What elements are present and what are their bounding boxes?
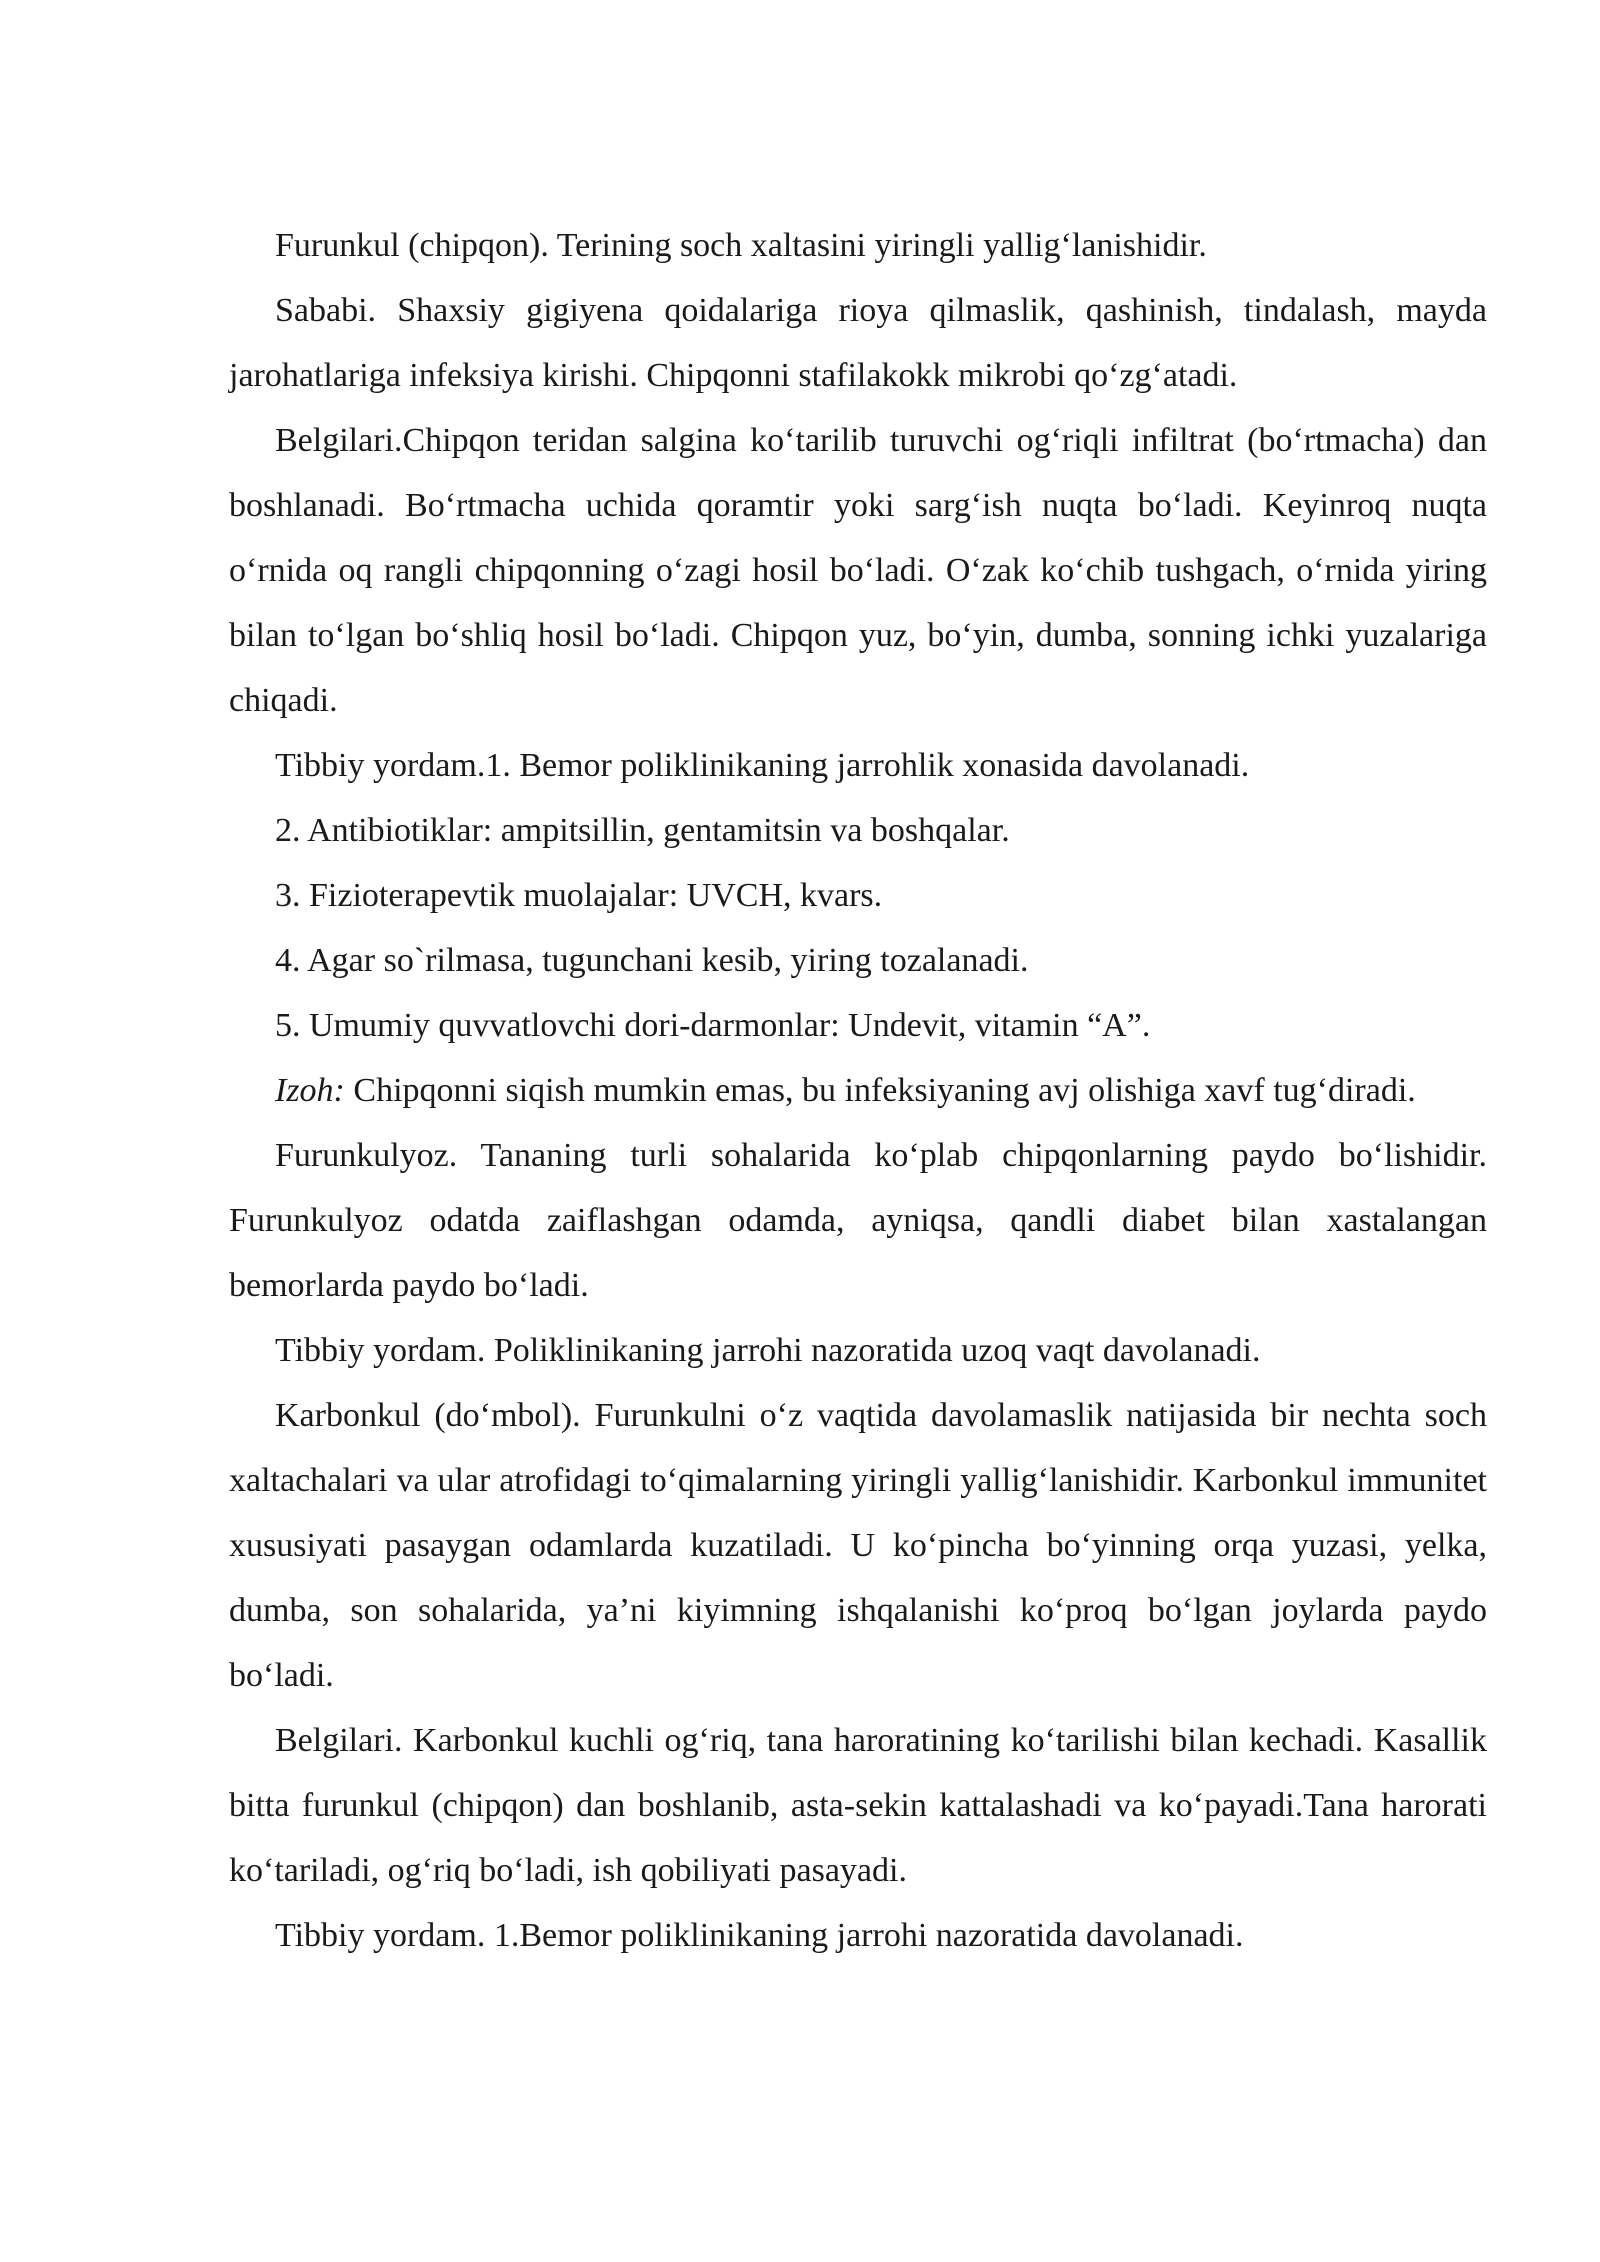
paragraph-tibbiy-yordam-1: Tibbiy yordam.1. Bemor poliklinikaning jarrohlik xonasida davolanadi. [275, 747, 1250, 784]
document-page [229, 213, 1487, 1968]
list-item-tugunchani-kesib: 4. Agar so`rilmasa, tugunchani kesib, yiring tozalanadi. [275, 942, 1029, 979]
list-item-umumiy-quvvatlovchi: 5. Umumiy quvvatlovchi dori-darmonlar: Undevit, vitamin “A”. [275, 1007, 1151, 1044]
paragraph-sababi: Sababi. Shaxsiy gigiyena qoidalariga rioya qilmaslik, qashinish, tindalash, mayda jarohatlariga infeksiya kirishi. Chipqonni stafilakokk mikrobi qo‘zg‘atadi. [229, 292, 1487, 394]
list-item-antibiotiklar: 2. Antibiotiklar: ampitsillin, gentamitsin va boshqalar. [275, 812, 1010, 849]
paragraph-tibbiy-yordam-furunkulyoz: Tibbiy yordam. Poliklinikaning jarrohi nazoratida uzoq vaqt davolanadi. [275, 1332, 1261, 1369]
paragraph-tibbiy-yordam-karbonkul: Tibbiy yordam. 1.Bemor poliklinikaning jarrohi nazoratida davolanadi. [275, 1917, 1244, 1954]
paragraph-belgilari-chipqon: Belgilari.Chipqon teridan salgina ko‘tarilib turuvchi og‘riqli infiltrat (bo‘rtmacha) dan boshlanadi. Bo‘rtmacha uchida qoramtir yoki sarg‘ish nuqta bo‘ladi. Keyinroq nuqta o‘rnida oq rangli chipqonning o‘zagi hosil bo‘ladi. O‘zak ko‘chib tushgach, o‘rnida yiring bilan to‘lgan bo‘shliq hosil bo‘ladi. Chipqon yuz, bo‘yin, dumba, sonning ichki yuzalariga chiqadi. [229, 422, 1487, 719]
paragraph-izoh [229, 1058, 1487, 1123]
paragraph-furunkulyoz: Furunkulyoz. Tananing turli sohalarida ko‘plab chipqonlarning paydo bo‘lishidir. Furunkulyoz odatda zaiflashgan odamda, ayniqsa, qandli diabet bilan xastalangan bemorlarda paydo bo‘ladi. [229, 1137, 1487, 1304]
izoh-label: Izoh: [275, 1072, 345, 1109]
paragraph-furunkul-definition: Furunkul (chipqon). Terining soch xaltasini yiringli yallig‘lanishidir. [275, 227, 1207, 264]
paragraph-karbonkul: Karbonkul (do‘mbol). Furunkulni o‘z vaqtida davolamaslik natijasida bir nechta soch xaltachalari va ular atrofidagi to‘qimalarning yiringli yallig‘lanishidir. Karbonkul immunitet xususiyati pasaygan odamlarda kuzatiladi. U ko‘pincha bo‘yinning orqa yuzasi, yelka, dumba, son sohalarida, ya’ni kiyimning ishqalanishi ko‘proq bo‘lgan joylarda paydo bo‘ladi. [229, 1397, 1487, 1694]
list-item-fizioterapevtik: 3. Fizioterapevtik muolajalar: UVCH, kvars. [275, 877, 883, 914]
paragraph-belgilari-karbonkul: Belgilari. Karbonkul kuchli og‘riq, tana haroratining ko‘tarilishi bilan kechadi. Kasallik bitta furunkul (chipqon) dan boshlanib, asta-sekin kattalashadi va ko‘payadi.Tana harorati ko‘tariladi, og‘riq bo‘ladi, ish qobiliyati pasayadi. [229, 1722, 1487, 1889]
izoh-text: Chipqonni siqish mumkin emas, bu infeksiyaning avj olishiga xavf tug‘diradi. [344, 1072, 1416, 1109]
